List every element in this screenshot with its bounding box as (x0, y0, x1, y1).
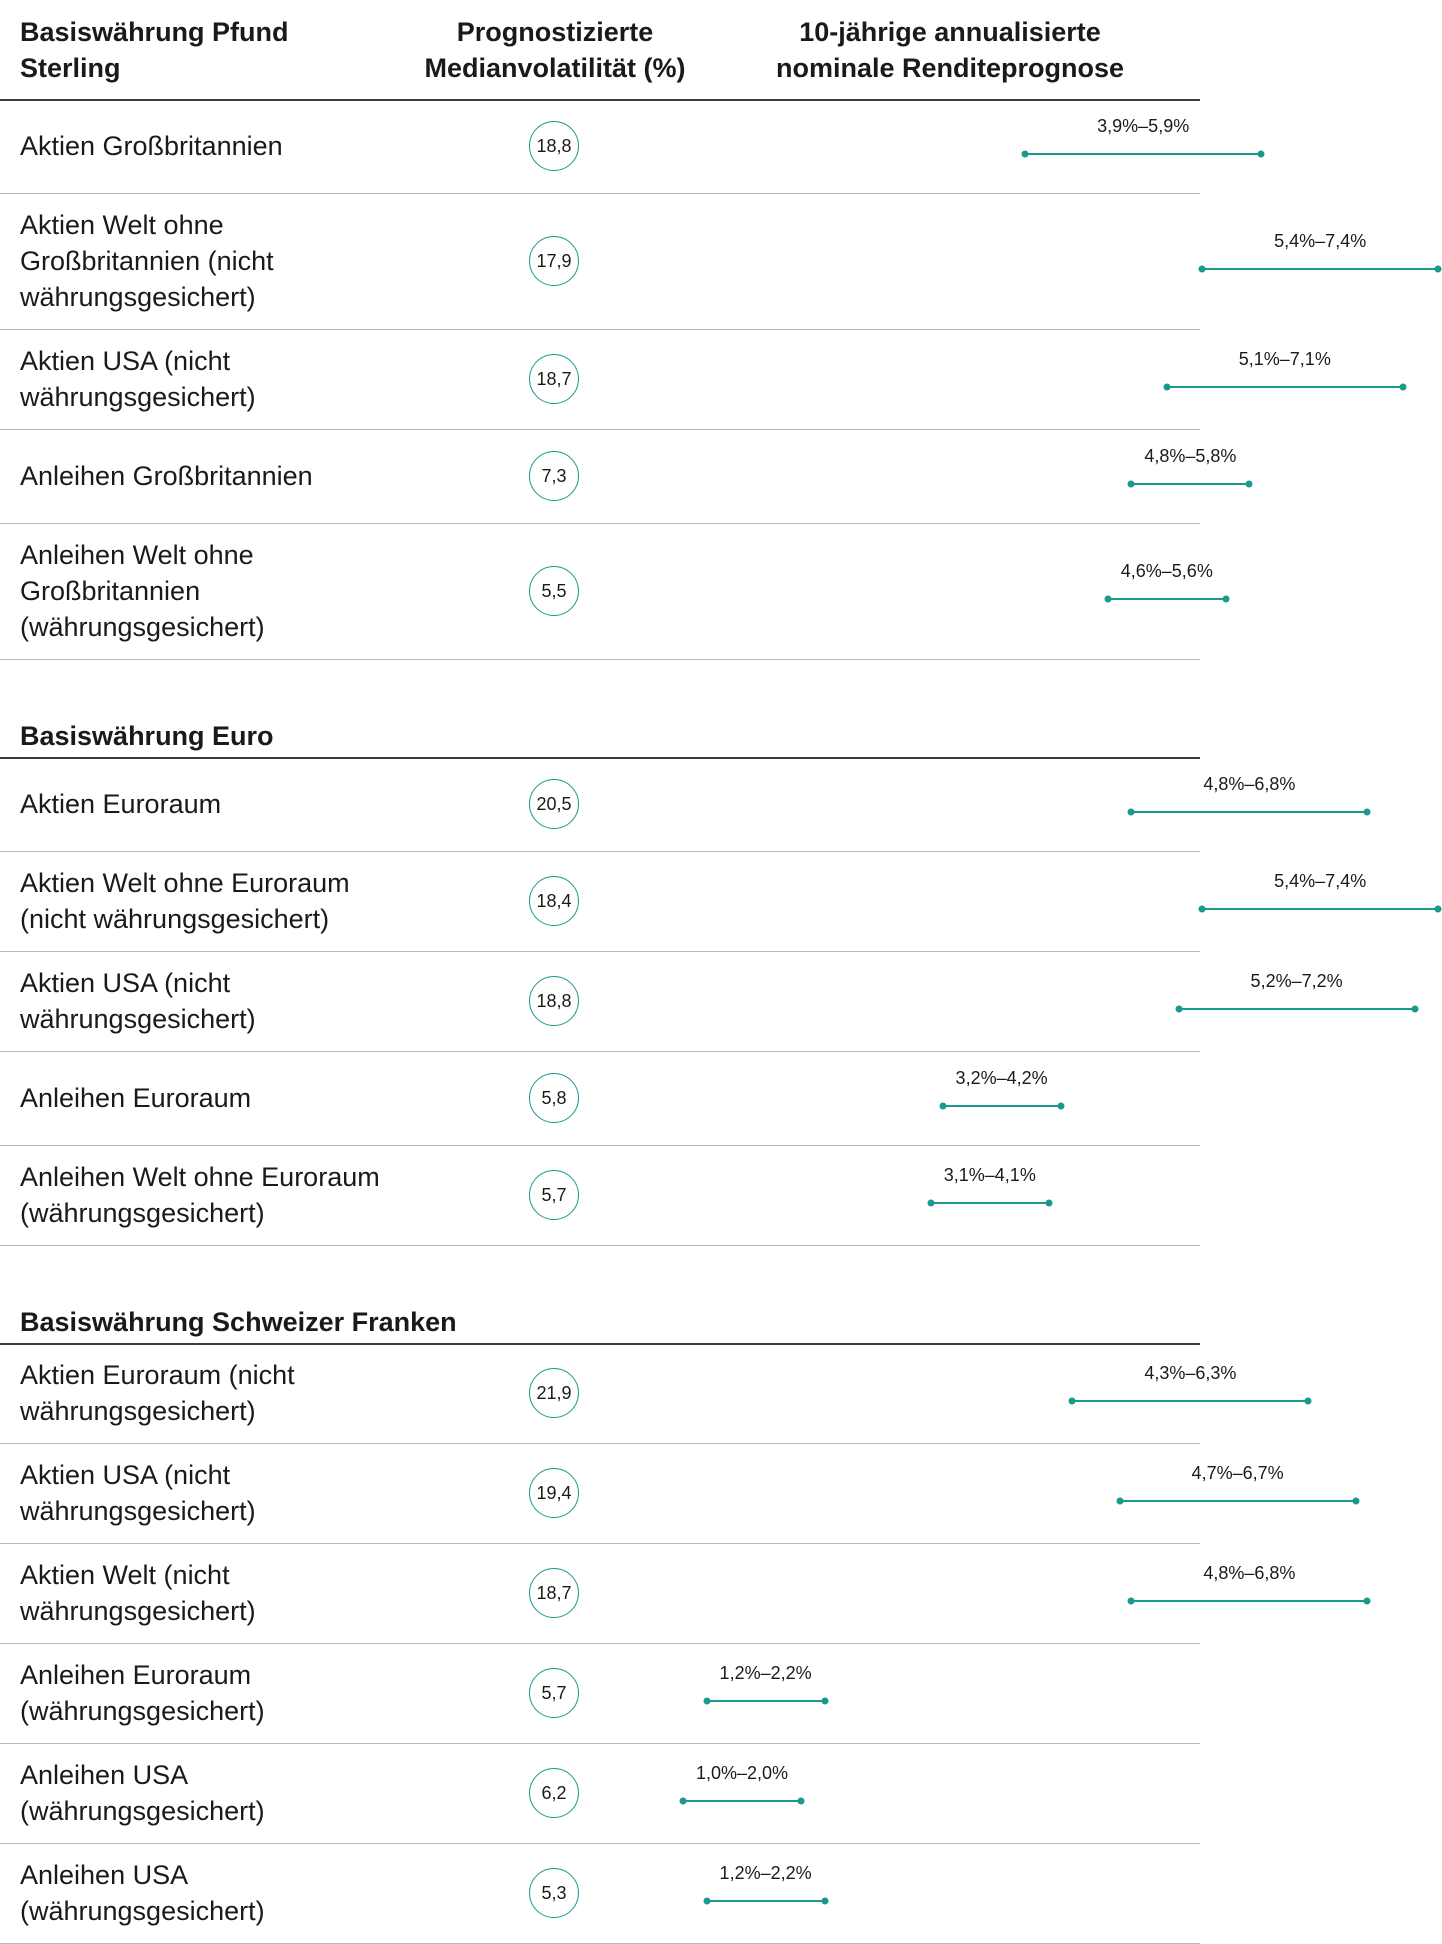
return-range-label: 1,2%–2,2% (719, 1663, 812, 1683)
volatility-badge: 5,5 (529, 566, 579, 616)
header-currency-label: Basiswährung Pfund Sterling (20, 17, 289, 83)
asset-label: Anleihen Großbritannien (20, 461, 313, 491)
volatility-badge: 18,8 (529, 121, 579, 171)
asset-label: Aktien Euroraum (nicht währungsgesichert) (20, 1360, 295, 1426)
asset-label: Aktien Welt ohne Euroraum (nicht währungsgesichert) (20, 868, 350, 934)
range-high-marker (1352, 1498, 1359, 1505)
volatility-badge: 5,7 (529, 1668, 579, 1718)
return-range-label: 5,1%–7,1% (1238, 349, 1331, 369)
range-low-marker (1175, 1006, 1182, 1013)
range-low-marker (703, 1698, 710, 1705)
return-range-label: 3,9%–5,9% (1097, 116, 1190, 136)
asset-label: Anleihen Welt ohne Euroraum (währungsgesichert) (20, 1162, 380, 1228)
return-range-label: 1,0%–2,0% (695, 1763, 789, 1783)
return-range-label: 4,6%–5,6% (1120, 561, 1213, 581)
asset-label: Aktien USA (nicht währungsgesichert) (20, 346, 256, 412)
return-range-bar (1131, 483, 1249, 485)
range-low-marker (1104, 596, 1111, 603)
volatility-badge: 18,7 (529, 354, 579, 404)
volatility-badge: 6,2 (529, 1768, 579, 1818)
return-range-bar (931, 1202, 1049, 1204)
range-high-marker (1435, 906, 1442, 913)
range-low-marker (1069, 1398, 1076, 1405)
asset-label: Anleihen USA (währungsgesichert) (20, 1860, 265, 1926)
asset-label: Aktien USA (nicht währungsgesichert) (20, 968, 256, 1034)
return-range-label: 3,1%–4,1% (943, 1165, 1036, 1185)
range-low-marker (1128, 809, 1135, 816)
return-range-bar (1108, 598, 1226, 600)
return-range-label: 4,8%–6,8% (1203, 1563, 1296, 1583)
range-high-marker (1305, 1398, 1312, 1405)
range-high-marker (1399, 384, 1406, 391)
range-high-marker (1435, 266, 1442, 273)
return-range-bar (943, 1105, 1061, 1107)
return-range-bar (1179, 1008, 1415, 1010)
return-range-bar (683, 1800, 801, 1802)
return-range-bar (1131, 1600, 1367, 1602)
return-range-bar (707, 1900, 825, 1902)
return-range-bar (1167, 386, 1403, 388)
return-range-bar (1202, 268, 1438, 270)
return-range-label: 4,3%–6,3% (1144, 1363, 1237, 1383)
range-low-marker (939, 1103, 946, 1110)
section-title: Basiswährung Schweizer Franken (20, 1307, 457, 1337)
range-low-marker (1022, 151, 1029, 158)
volatility-badge: 19,4 (529, 1468, 579, 1518)
range-high-marker (821, 1898, 828, 1905)
range-low-marker (1163, 384, 1170, 391)
asset-label: Aktien Euroraum (20, 789, 222, 819)
return-range-label: 5,4%–7,4% (1274, 871, 1367, 891)
range-low-marker (1128, 1598, 1135, 1605)
range-high-marker (1246, 481, 1253, 488)
return-range-bar (1025, 153, 1261, 155)
row-divider (0, 1245, 1200, 1246)
volatility-badge: 20,5 (529, 779, 579, 829)
volatility-badge: 21,9 (529, 1368, 579, 1418)
range-low-marker (1128, 481, 1135, 488)
volatility-badge: 18,7 (529, 1568, 579, 1618)
range-low-marker (1199, 906, 1206, 913)
return-range-label: 4,8%–5,8% (1144, 446, 1237, 466)
return-range-bar (1120, 1500, 1356, 1502)
return-range-label: 5,2%–7,2% (1250, 971, 1343, 991)
range-high-marker (1057, 1103, 1064, 1110)
return-range-bar (1202, 908, 1438, 910)
range-high-marker (1045, 1200, 1052, 1207)
return-range-label: 5,4%–7,4% (1274, 231, 1367, 251)
volatility-badge: 18,8 (529, 976, 579, 1026)
range-high-marker (1258, 151, 1265, 158)
range-high-marker (1411, 1006, 1418, 1013)
asset-label: Aktien USA (nicht währungsgesichert) (20, 1460, 256, 1526)
return-range-label: 3,2%–4,2% (955, 1068, 1048, 1088)
return-range-label: 1,2%–2,2% (719, 1863, 812, 1883)
row-divider (0, 659, 1200, 660)
volatility-badge: 5,7 (529, 1170, 579, 1220)
range-low-marker (1116, 1498, 1123, 1505)
volatility-badge: 5,8 (529, 1073, 579, 1123)
asset-label: Aktien Welt (nicht währungsgesichert) (20, 1560, 256, 1626)
section-title: Basiswährung Euro (20, 721, 274, 751)
range-low-marker (1199, 266, 1206, 273)
volatility-badge: 7,3 (529, 451, 579, 501)
return-range-label: 4,8%–6,8% (1203, 774, 1296, 794)
range-high-marker (798, 1798, 805, 1805)
range-high-marker (1364, 809, 1371, 816)
asset-label: Anleihen Euroraum (währungsgesichert) (20, 1660, 265, 1726)
range-high-marker (821, 1698, 828, 1705)
range-low-marker (680, 1798, 687, 1805)
asset-label: Aktien Großbritannien (20, 131, 283, 161)
range-high-marker (1222, 596, 1229, 603)
header-volatility-label: Prognostizierte Medianvolatilität (%) (424, 17, 686, 83)
return-range-label: 4,7%–6,7% (1191, 1463, 1284, 1483)
asset-label: Anleihen USA (währungsgesichert) (20, 1760, 265, 1826)
range-high-marker (1364, 1598, 1371, 1605)
header-return-label: 10-jährige annualisierte nominale Renditeprognose (775, 17, 1125, 83)
volatility-badge: 5,3 (529, 1868, 579, 1918)
asset-label: Aktien Welt ohne Großbritannien (nicht währungsgesichert) (20, 210, 274, 312)
asset-label: Anleihen Welt ohne Großbritannien (währungsgesichert) (20, 540, 265, 642)
range-low-marker (927, 1200, 934, 1207)
asset-label: Anleihen Euroraum (20, 1083, 252, 1113)
return-range-bar (707, 1700, 825, 1702)
volatility-badge: 18,4 (529, 876, 579, 926)
volatility-badge: 17,9 (529, 236, 579, 286)
return-range-bar (1072, 1400, 1308, 1402)
range-low-marker (703, 1898, 710, 1905)
return-range-bar (1131, 811, 1367, 813)
